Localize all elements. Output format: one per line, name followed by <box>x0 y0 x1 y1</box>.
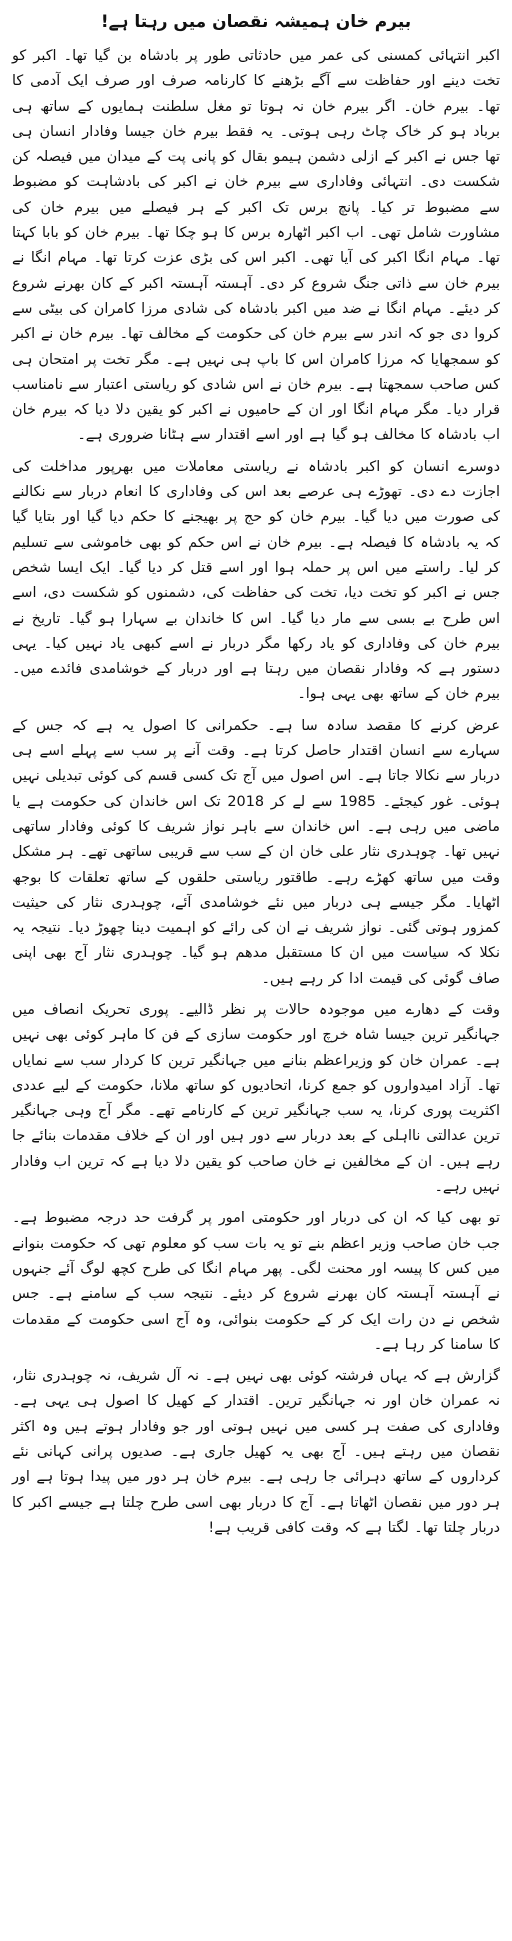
body-paragraph: وقت کے دھارے میں موجودہ حالات پر نظر ڈالیے۔ پوری تحریک انصاف میں جہانگیر ترین جیسا شاہ خرچ اور حکومت سازی کے فن کا ماہر کوئی بھی نہیں ہے۔ عمران خان کو وزیراعظم بنانے میں جہانگیر ترین کا کردار سب سے نمایاں تھا۔ آزاد امیدواروں کو جمع کرنا، اتحادیوں کو ساتھ ملانا، حکومت کے لیے عددی اکثریت پوری کرنا، یہ سب جہانگیر ترین کے کارنامے تھے۔ مگر آج وہی جہانگیر ترین عدالتی نااہلی کے بعد دربار سے دور ہیں اور ان کے خلاف مقدمات بنائے جا رہے ہیں۔ ان کے مخالفین نے خان صاحب کو یقین دلا دیا ہے کہ ترین اب وفادار نہیں رہے۔ <box>12 1001 500 1196</box>
body-paragraph: دوسرے انسان کو اکبر بادشاہ نے ریاستی معاملات میں بھرپور مداخلت کی اجازت دے دی۔ تھوڑے ہی عرصے بعد اس کی وفاداری کا انعام دربار سے نکالنے کی صورت میں دیا گیا۔ بیرم خان کو حج پر بھیجنے کا حکم دیا گیا اور بتایا گیا کہ یہ بادشاہ کا فیصلہ ہے۔ بیرم خان نے اس حکم کو بھی خاموشی سے تسلیم کر لیا۔ راستے میں اس پر حملہ ہوا اور اسے قتل کر دیا گیا۔ ایک ایسا شخص جس نے اکبر کو تخت دیا، تخت کی حفاظت کی، دشمنوں کو شکست دی، اسے اس طرح بے بسی سے مار دیا گیا۔ اس کا خاندان بے سہارا ہو گیا۔ تاریخ نے بیرم خان کی وفاداری کو یاد رکھا مگر دربار نے اسے کبھی یاد نہیں کیا۔ یہی دستور ہے کہ وفادار نقصان میں رہتا ہے اور دربار کے خوشامدی فائدے میں۔ بیرم خان کے ساتھ بھی یہی ہوا۔ <box>12 458 500 703</box>
body-paragraph: گزارش ہے کہ یہاں فرشتہ کوئی بھی نہیں ہے۔ نہ آل شریف، نہ چوہدری نثار، نہ عمران خان اور نہ جہانگیر ترین۔ اقتدار کے کھیل کا اصول ہی یہی ہے۔ وفاداری کی صفت ہر کسی میں نہیں ہوتی اور جو وفادار ہوتے ہیں وہ اکثر نقصان میں رہتے ہیں۔ آج بھی یہ کھیل جاری ہے۔ صدیوں پرانی کہانی نئے کرداروں کے ساتھ دہرائی جا رہی ہے۔ بیرم خان ہر دور میں پیدا ہوتا ہے اور ہر دور میں نقصان اٹھاتا ہے۔ آج کا دربار بھی اسی طرح چلتا ہے جیسے اکبر کا دربار چلتا تھا۔ لگتا ہے کہ وقت کافی قریب ہے! <box>12 1368 500 1536</box>
column-headline: بیرم خان ہمیشہ نقصان میں رہتا ہے! <box>100 12 412 32</box>
column-body <box>12 44 500 1541</box>
body-paragraph: عرض کرنے کا مقصد سادہ سا ہے۔ حکمرانی کا اصول یہ ہے کہ جس کے سہارے سے انسان اقتدار حاصل کرتا ہے۔ وقت آنے پر سب سے پہلے اسے ہی دربار سے نکالا جاتا ہے۔ اس اصول میں آج تک کسی قسم کی کوئی تبدیلی نہیں ہوئی۔ غور کیجئے۔ 1985 سے لے کر 2018 تک اس خاندان کی حکومت ہے یا ماضی میں رہی ہے۔ اس خاندان سے باہر نواز شریف کا کوئی وفادار ساتھی نہیں تھا۔ چوہدری نثار علی خان ان کے سب سے قریبی ساتھی تھے۔ ہر مشکل وقت میں ساتھ کھڑے رہے۔ طاقتور ریاستی حلقوں کے ساتھ تعلقات کا بوجھ اٹھایا۔ مگر جیسے ہی دربار میں نئے خوشامدی آئے، چوہدری نثار کی حیثیت کمزور ہوتی گئی۔ نواز شریف نے ان کی رائے کو اہمیت دینا چھوڑ دیا۔ نتیجہ یہ نکلا کہ سیاست میں ان کا مستقبل مدھم ہو گیا۔ چوہدری نثار آج بھی اپنی صاف گوئی کی قیمت ادا کر رہے ہیں۔ <box>12 717 500 987</box>
body-paragraph: اکبر انتہائی کمسنی کی عمر میں حادثاتی طور پر بادشاہ بن گیا تھا۔ اکبر کو تخت دینے اور حفاظت سے آگے بڑھنے کا کارنامہ صرف اور صرف ایک آدمی کا تھا۔ بیرم خان۔ اگر بیرم خان نہ ہوتا تو مغل سلطنت ہمایوں کے ساتھ ہی برباد ہو کر خاک چاٹ رہی ہوتی۔ یہ فقط بیرم خان جیسا وفادار انسان ہی تھا جس نے اکبر کے ازلی دشمن ہیمو بقال کو پانی پت کے میدان میں فیصلہ کن شکست دی۔ انتہائی وفاداری سے بیرم خان نے اکبر کی بادشاہت کو مضبوط سے مضبوط تر کیا۔ پانچ برس تک اکبر کے ہر فیصلے میں بیرم خان کی مشاورت شامل تھی۔ اب اکبر اٹھارہ برس کا ہو چکا تھا۔ بیرم خان کو بابا کہتا تھا۔ مہام انگا اکبر کی آیا تھی۔ اکبر اس کی بڑی عزت کرتا تھا۔ مہام انگا نے بیرم خان سے ذاتی جنگ شروع کر دی۔ آہستہ آہستہ اکبر کے کان بھرنے شروع کر دیئے۔ مہام انگا نے ضد میں اکبر بادشاہ کی شادی مرزا کامران کی بیٹی سے کروا دی جو کہ اندر سے بیرم خان کی حکومت کے مخالف تھا۔ بیرم خان نے اکبر کو سمجھایا کہ مرزا کامران اس کا باپ ہی نہیں ہے۔ مگر تخت پر امتحان ہی کس صاحب سمجھتا ہے۔ بیرم خان نے اس شادی کو ریاستی اعتبار سے نامناسب قرار دیا۔ مگر مہام انگا اور ان کے حامیوں نے اکبر کو یقین دلا دیا کہ بیرم خان اب بادشاہ کا مخالف ہو گیا ہے اور اسے اقتدار سے ہٹانا ضروری ہے۔ <box>12 48 500 444</box>
body-paragraph: تو بھی کیا کہ ان کی دربار اور حکومتی امور پر گرفت حد درجہ مضبوط ہے۔ جب خان صاحب وزیر اعظم بنے تو یہ بات سب کو معلوم تھی کہ حکومت بنوانے میں کس کا پیسہ اور محنت لگی۔ پھر مہام انگا کی طرح کچھ لوگ آئے جنہوں نے آہستہ آہستہ کان بھرنے شروع کر دیئے۔ نتیجہ سب کے سامنے ہے۔ جس شخص نے دن رات ایک کر کے حکومت بنوائی، وہ آج اسی حکومت کے مقدمات کا سامنا کر رہا ہے۔ <box>12 1210 500 1353</box>
